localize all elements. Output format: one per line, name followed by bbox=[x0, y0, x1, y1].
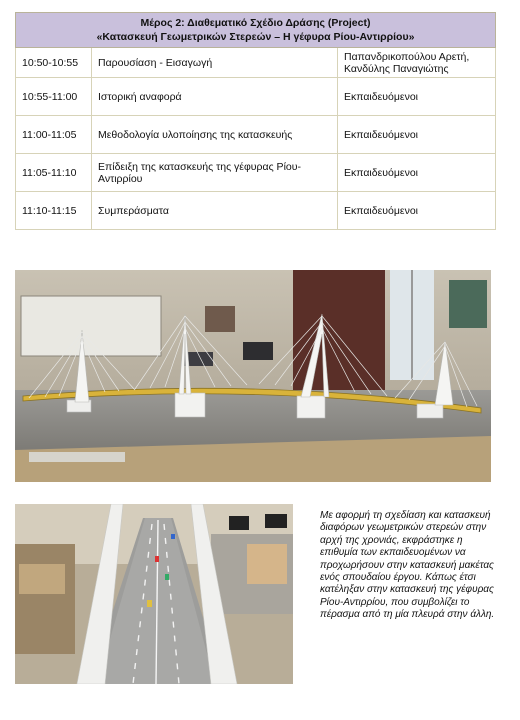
table-row bbox=[16, 116, 496, 154]
table-row bbox=[16, 154, 496, 192]
row-time: 10:50-10:55 bbox=[16, 48, 92, 78]
bridge-deck-illustration bbox=[15, 504, 293, 684]
row-time: 11:10-11:15 bbox=[16, 192, 92, 230]
row-time: 11:00-11:05 bbox=[16, 116, 92, 154]
row-presenter: Εκπαιδευόμενοι bbox=[338, 154, 496, 192]
row-time: 10:55-11:00 bbox=[16, 78, 92, 116]
row-activity: Μεθοδολογία υλοποίησης της κατασκευής bbox=[92, 116, 338, 154]
bridge-model-photo bbox=[15, 270, 491, 482]
row-presenter: Εκπαιδευόμενοι bbox=[338, 78, 496, 116]
row-presenter: Παπανδρικοπούλου Αρετή, Κανδύλης Παναγιώτης bbox=[338, 48, 496, 78]
bridge-model-illustration bbox=[15, 270, 491, 482]
table-row bbox=[16, 78, 496, 116]
row-presenter: Εκπαιδευόμενοι bbox=[338, 192, 496, 230]
table-title-line1: Μέρος 2: Διαθεματικό Σχέδιο Δράσης (Project) bbox=[140, 17, 371, 29]
table-row bbox=[16, 192, 496, 230]
row-activity: Συμπεράσματα bbox=[92, 192, 338, 230]
row-activity: Επίδειξη της κατασκευής της γέφυρας Ρίου-Αντιρρίου bbox=[92, 154, 338, 192]
row-time: 11:05-11:10 bbox=[16, 154, 92, 192]
table-row bbox=[16, 48, 496, 78]
schedule-table bbox=[15, 12, 496, 230]
table-title bbox=[16, 13, 496, 48]
bridge-deck-photo bbox=[15, 504, 293, 684]
project-caption: Με αφορμή τη σχεδίαση και κατασκευή διαφόρων γεωμετρικών στερεών στην αρχή της χρονιάς, εκφράστηκε η επιθυμία των εκπαιδευομένων να προχωρήσουν στην κατασκευή μακέτας ενός σπουδαίου έργου. Κάπως έτσι κατέληξαν στην κατασκευή της γέφυρας Ρίου-Αντιρρίου, που συμβολίζει το πέρασμα από τη μία πλευρά στην άλλη. bbox=[320, 510, 495, 621]
row-presenter: Εκπαιδευόμενοι bbox=[338, 116, 496, 154]
table-title-line2: «Κατασκευή Γεωμετρικών Στερεών – Η γέφυρα Ρίου-Αντιρρίου» bbox=[96, 31, 415, 43]
row-activity: Ιστορική αναφορά bbox=[92, 78, 338, 116]
row-activity: Παρουσίαση - Εισαγωγή bbox=[92, 48, 338, 78]
